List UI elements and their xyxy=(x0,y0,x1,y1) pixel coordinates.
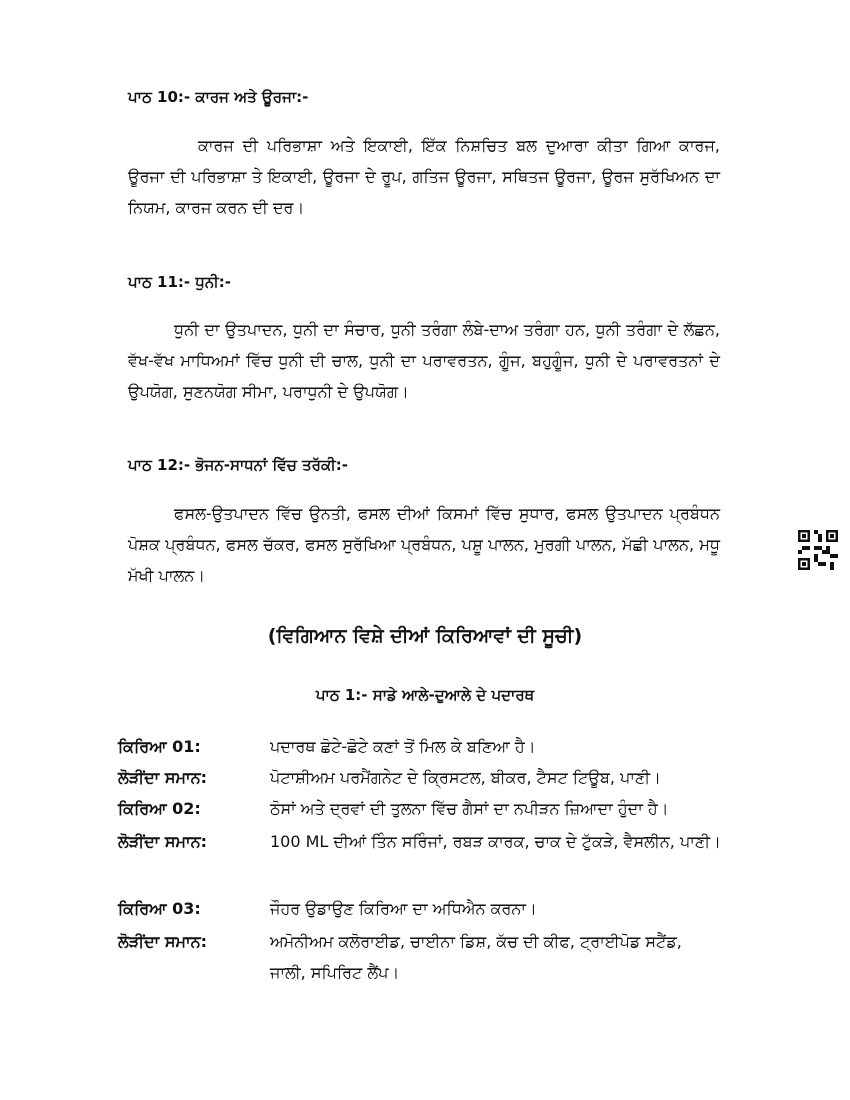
lesson-10-heading: ਪਾਠ 10:- ਕਾਰਜ ਅਤੇ ਊਰਜਾ:- xyxy=(128,88,309,106)
lesson-12-heading: ਪਾਠ 12:- ਭੋਜਨ-ਸਾਧਨਾਂ ਵਿੱਚ ਤਰੱਕੀ:- xyxy=(128,456,348,474)
activity-value: ਅਮੋਨੀਅਮ ਕਲੋਰਾਈਡ, ਚਾਈਨਾ ਡਿਸ਼, ਕੱਚ ਦੀ ਕੀਫ, ਟ੍ਰਾਈਪੋਡ ਸਟੈਂਡ, ਜਾਲੀ, ਸਪਿਰਿਟ ਲੈਂਪ। xyxy=(270,932,682,982)
qr-code-icon xyxy=(798,530,838,570)
activity-value: ਠੋਸਾਂ ਅਤੇ ਦ੍ਰਵਾਂ ਦੀ ਤੁਲਨਾ ਵਿੱਚ ਗੈਸਾਂ ਦਾ ਨਪੀੜਨ ਜ਼ਿਆਦਾ ਹੁੰਦਾ ਹੈ। xyxy=(270,799,669,818)
activity-label: ਲੋੜੀਂਦਾ ਸਮਾਨ: xyxy=(118,832,207,851)
lesson-12-body: ਫਸਲ-ਉਤਪਾਦਨ ਵਿੱਚ ਉਨਤੀ, ਫਸਲ ਦੀਆਂ ਕਿਸਮਾਂ ਵਿੱਚ ਸੁਧਾਰ, ਫਸਲ ਉਤਪਾਦਨ ਪ੍ਰਬੰਧਨ ਪੋਸ਼ਕ ਪ੍ਰਬੰਧਨ, ਫਸਲ ਚੱਕਰ, ਫਸਲ ਸੁਰੱਖਿਆ ਪ੍ਰਬੰਧਨ, ਪਸ਼ੂ ਪਾਲਨ, ਮੁਰਗੀ ਪਾਲਨ, ਮੱਛੀ ਪਾਲਨ, ਮਧੂ ਮੱਖੀ ਪਾਲਨ। xyxy=(128,504,720,585)
lesson-10-body: ਕਾਰਜ ਦੀ ਪਰਿਭਾਸ਼ਾ ਅਤੇ ਇਕਾਈ, ਇੱਕ ਨਿਸ਼ਚਿਤ ਬਲ ਦੁਆਰਾ ਕੀਤਾ ਗਿਆ ਕਾਰਜ, ਊਰਜਾ ਦੀ ਪਰਿਭਾਸ਼ਾ ਤੇ ਇਕਾਈ, ਊਰਜਾ ਦੇ ਰੂਪ, ਗਤਿਜ ਊਰਜਾ, ਸਥਿਤਜ ਊਰਜਾ, ਊਰਜ ਸੁਰੱਖਿਅਨ ਦਾ ਨਿਯਮ, ਕਾਰਜ ਕਰਨ ਦੀ ਦਰ। xyxy=(128,136,720,217)
activity-value: ਪਦਾਰਥ ਛੋਟੇ-ਛੋਟੇ ਕਣਾਂ ਤੋਂ ਮਿਲ ਕੇ ਬਣਿਆ ਹੈ। xyxy=(270,737,536,756)
activity-label: ਲੋੜੀਂਦਾ ਸਮਾਨ: xyxy=(118,768,207,787)
activity-label: ਲੋੜੀਂਦਾ ਸਮਾਨ: xyxy=(118,932,207,951)
activity-label: ਕਿਰਿਆ 02: xyxy=(118,799,201,818)
activity-value: ਪੋਟਾਸ਼ੀਅਮ ਪਰਮੈਂਗਨੇਟ ਦੇ ਕ੍ਰਿਸਟਲ, ਬੀਕਰ, ਟੈਸਟ ਟਿਊਬ, ਪਾਣੀ। xyxy=(270,768,661,787)
activity-label: ਕਿਰਿਆ 03: xyxy=(118,899,201,918)
lesson-1-heading: ਪਾਠ 1:- ਸਾਡੇ ਆਲੇ-ਦੁਆਲੇ ਦੇ ਪਦਾਰਥ xyxy=(315,686,535,704)
activities-list-title: (ਵਿਗਿਆਨ ਵਿਸ਼ੇ ਦੀਆਂ ਕਿਰਿਆਵਾਂ ਦੀ ਸੂਚੀ) xyxy=(267,625,583,647)
activity-value: ਜੌਹਰ ਉਡਾਉਣ ਕਿਰਿਆ ਦਾ ਅਧਿਐਨ ਕਰਨਾ। xyxy=(270,899,537,918)
activity-value: 100 ML ਦੀਆਂ ਤਿੰਨ ਸਰਿੰਜਾਂ, ਰਬੜ ਕਾਰਕ, ਚਾਕ ਦੇ ਟੁੱਕੜੇ, ਵੈਸਲੀਨ, ਪਾਣੀ। xyxy=(270,832,721,851)
lesson-11-body: ਧੁਨੀ ਦਾ ਉਤਪਾਦਨ, ਧੁਨੀ ਦਾ ਸੰਚਾਰ, ਧੁਨੀ ਤਰੰਗਾ ਲੰਬੇ-ਦਾਅ ਤਰੰਗਾ ਹਨ, ਧੁਨੀ ਤਰੰਗਾ ਦੇ ਲੱਛਨ, ਵੱਖ-ਵੱਖ ਮਾਧਿਅਮਾਂ ਵਿੱਚ ਧੁਨੀ ਦੀ ਚਾਲ, ਧੁਨੀ ਦਾ ਪਰਾਵਰਤਨ, ਗੂੰਜ, ਬਹੁਗੂੰਜ, ਧੁਨੀ ਦੇ ਪਰਾਵਰਤਨਾਂ ਦੇ ਉਪਯੋਗ, ਸੁਣਨਯੋਗ ਸੀਮਾ, ਪਰਾਧੁਨੀ ਦੇ ਉਪਯੋਗ। xyxy=(128,320,720,401)
activity-label: ਕਿਰਿਆ 01: xyxy=(118,737,201,756)
lesson-11-heading: ਪਾਠ 11:- ਧੁਨੀ:- xyxy=(128,273,231,291)
